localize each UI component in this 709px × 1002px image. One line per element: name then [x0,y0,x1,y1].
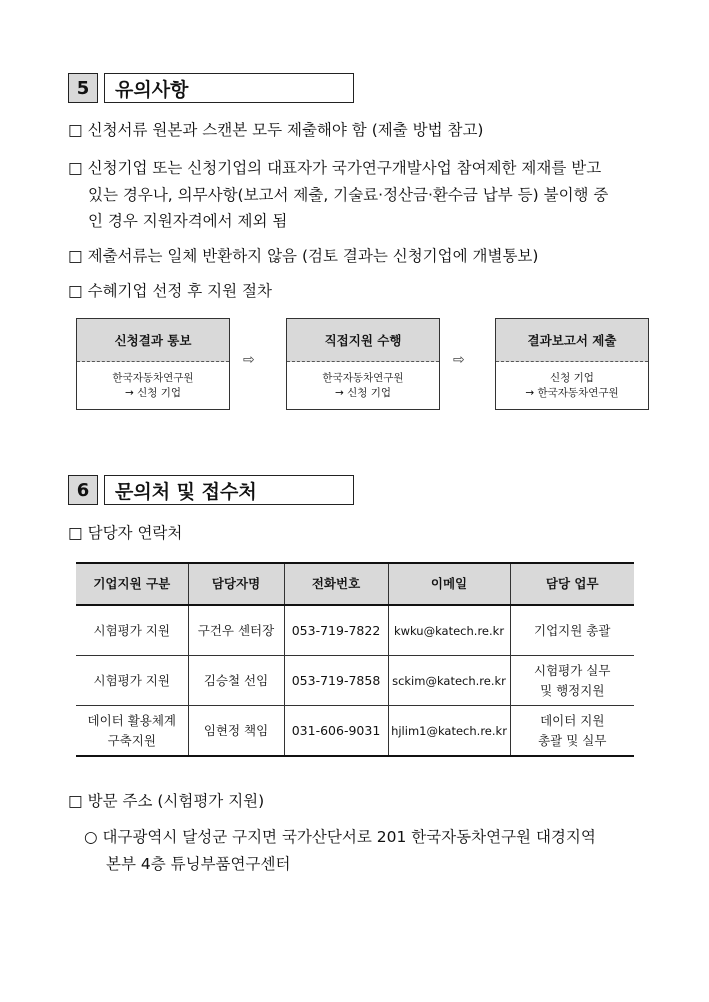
flow-step-3 [495,318,649,410]
duty-cell [510,605,634,656]
email-cell: sckim@katech.re.kr [388,656,510,706]
checkbox-bullet: □ [68,247,83,265]
table-row [76,656,634,706]
cell-line: 시험평가 지원 [93,622,170,638]
duty-cell [510,656,634,706]
circle-bullet: ○ [84,828,98,846]
flow-step-title: 직접지원 수행 [287,319,439,362]
column-header: 이메일 [388,563,510,605]
checkbox-bullet: □ [68,792,83,810]
division-cell [76,706,188,757]
section-number: 5 [68,73,98,103]
phone-cell: 053-719-7858 [284,656,388,706]
flow-step-title: 결과보고서 제출 [496,319,648,362]
section-5-header [68,73,354,103]
notice-item-1 [68,118,484,142]
table-row [76,605,634,656]
phone-cell: 031-606-9031 [284,706,388,757]
checkbox-bullet: □ [68,159,83,177]
email-cell: hjlim1@katech.re.kr [388,706,510,757]
cell-line: 시험평가 실무 [534,662,611,678]
flow-step-line: 한국자동차연구원 [112,372,194,384]
notice-item-4 [68,279,272,303]
right-arrow-icon: ⇨ [453,352,465,368]
cell-line: 데이터 활용체계 [87,712,176,728]
cell-line: 총괄 및 실무 [538,732,607,748]
notice-item-2-line-2: 있는 경우나, 의무사항(보고서 제출, 기술료·정산금·환수금 납부 등) 불이행 중 [88,186,609,204]
notice-text: 수혜기업 선정 후 지원 절차 [87,282,273,300]
flow-step-line: → 신청 기업 [334,387,392,399]
visit-heading [68,789,264,813]
flow-step-line: 한국자동차연구원 [322,372,404,384]
notice-text: 신청서류 원본과 스캔본 모두 제출해야 함 (제출 방법 참고) [87,121,484,139]
flow-step-body [287,362,439,401]
address-line-1 [84,825,596,849]
notice-item-2 [68,156,601,180]
flow-step-body [496,362,648,401]
column-header: 전화번호 [284,563,388,605]
checkbox-bullet: □ [68,121,83,139]
column-header: 담당자명 [188,563,284,605]
table-header-row [76,563,634,605]
flow-step-title: 신청결과 통보 [77,319,229,362]
cell-line: 기업지원 총괄 [534,622,611,638]
contact-heading [68,521,182,545]
checkbox-bullet: □ [68,282,83,300]
flow-step-line: → 신청 기업 [124,387,182,399]
contact-heading-text: 담당자 연락처 [87,524,183,542]
phone-cell: 053-719-7822 [284,605,388,656]
cell-line: 및 행정지원 [540,682,605,698]
notice-item-2-line-3: 인 경우 지원자격에서 제외 됨 [88,212,288,230]
column-header: 담당 업무 [510,563,634,605]
email-cell: kwku@katech.re.kr [388,605,510,656]
cell-line: 시험평가 지원 [93,672,170,688]
notice-text: 신청기업 또는 신청기업의 대표자가 국가연구개발사업 참여제한 제재를 받고 [87,159,602,177]
contact-table [76,562,634,757]
duty-cell [510,706,634,757]
section-6-header [68,475,354,505]
person-cell: 김승철 선임 [188,656,284,706]
table-row [76,706,634,757]
flow-step-1 [76,318,230,410]
flow-step-line: 신청 기업 [550,372,594,384]
checkbox-bullet: □ [68,524,83,542]
section-number: 6 [68,475,98,505]
address-line-2: 본부 4층 튜닝부품연구센터 [106,855,291,873]
flow-step-body [77,362,229,401]
right-arrow-icon: ⇨ [243,352,255,368]
column-header: 기업지원 구분 [76,563,188,605]
division-cell [76,656,188,706]
division-cell [76,605,188,656]
person-cell: 구건우 센터장 [188,605,284,656]
person-cell: 임현정 책임 [188,706,284,757]
address-text: 대구광역시 달성군 구지면 국가산단서로 201 한국자동차연구원 대경지역 [102,828,596,846]
section-title: 유의사항 [104,73,354,103]
flow-step-line: → 한국자동차연구원 [525,387,619,399]
cell-line: 구축지원 [107,732,156,748]
notice-text: 제출서류는 일체 반환하지 않음 (검토 결과는 신청기업에 개별통보) [87,247,539,265]
visit-heading-text: 방문 주소 (시험평가 지원) [87,792,265,810]
flow-step-2 [286,318,440,410]
notice-item-3 [68,244,538,268]
cell-line: 데이터 지원 [540,712,605,728]
section-title: 문의처 및 접수처 [104,475,354,505]
